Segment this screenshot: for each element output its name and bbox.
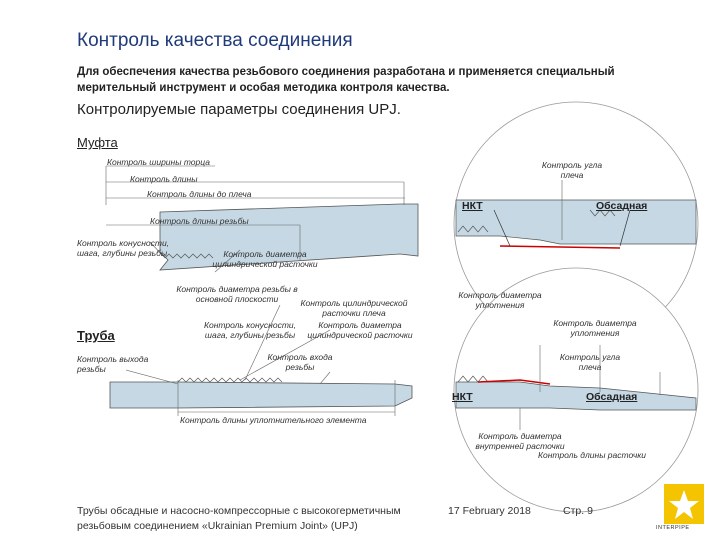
label-torec-width: Контроль ширины торца (107, 157, 210, 167)
label-length: Контроль длины (130, 174, 198, 184)
interpipe-logo (664, 484, 704, 524)
footer-page: Стр. 9 (563, 505, 593, 517)
pipe-profile (110, 378, 412, 408)
logo-star-icon (664, 484, 704, 524)
label-thread-dia-main-plane: Контроль диаметра резьбы в основной плоскости (176, 284, 298, 304)
tag-nkt-top: НКТ (462, 200, 483, 212)
label-shoulder-angle-2: Контроль угла плеча (559, 352, 621, 372)
label-seal-element-length: Контроль длины уплотнительного элемента (180, 415, 367, 425)
tag-casing-top: Обсадная (596, 200, 648, 212)
footer-text: Трубы обсадные и насосно-компрессорные с высокогерметичным резьбовым соединением «Ukrainian Premium Joint» (UPJ) (77, 505, 401, 532)
label-thread-length: Контроль длины резьбы (150, 216, 249, 226)
label-cyl-bore-dia: Контроль диаметра цилиндрической расточки (212, 249, 318, 269)
label-taper-pitch-depth: Контроль конусности, шага, глубины резьбы (77, 238, 170, 258)
intro-text: Для обеспечения качества резьбового соединения разработана и применяется специальный мерительный инструмент и особая методика контроля качества. (77, 66, 615, 94)
label-entry-dia: Контроль входа резьбы (267, 352, 333, 372)
tag-nkt-bottom: НКТ (452, 391, 473, 403)
logo-wordmark: INTERPIPE (656, 525, 690, 531)
page-title: Контроль качества соединения (77, 30, 353, 51)
footer-date: 17 February 2018 (448, 505, 531, 517)
section-coupling: Муфта (77, 135, 118, 150)
tag-casing-bottom: Обсадная (586, 391, 638, 403)
label-seal-dia: Контроль диаметра уплотнения (553, 318, 637, 338)
label-shoulder-angle: Контроль угла плеча (541, 160, 603, 180)
label-thread-exit: Контроль выхода резьбы (77, 354, 149, 374)
label-seal: Контроль диаметра уплотнения (458, 290, 542, 310)
label-inner-bore-dia: Контроль диаметра внутренней расточки (475, 431, 565, 451)
label-cyl-bore-dia-2: Контроль диаметра цилиндрической расточки (307, 320, 413, 340)
label-bore-length: Контроль длины расточки (538, 450, 646, 460)
label-taper-pitch-depth-2: Контроль конусности, шага, глубины резьбы (203, 320, 297, 340)
label-shoulder-cyl-bore: Контроль цилиндрической расточки плеча (300, 298, 408, 318)
label-length-to-shoulder: Контроль длины до плеча (147, 189, 252, 199)
page-subtitle: Контролируемые параметры соединения UPJ. (77, 101, 401, 118)
section-pipe: Труба (77, 328, 115, 343)
